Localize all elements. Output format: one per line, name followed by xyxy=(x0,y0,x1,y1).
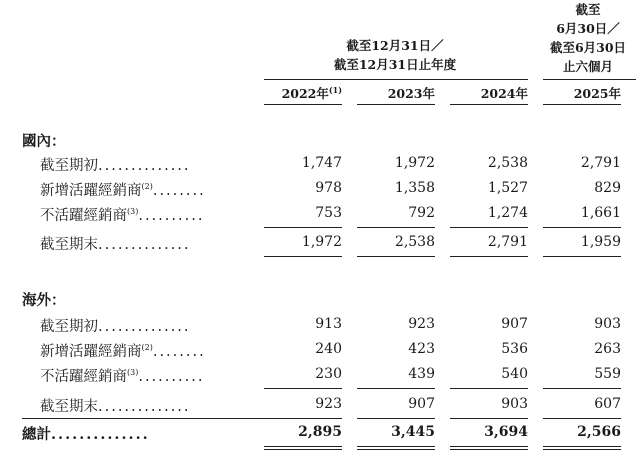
total-double-rule-2025 xyxy=(543,446,621,450)
header-2025-line1: 截至 xyxy=(575,2,601,17)
cell-overseas-inactive-2022: 230 xyxy=(315,366,342,382)
section-end-rule-domestic-2024 xyxy=(450,256,528,257)
cell-domestic-closing-2022: 1,972 xyxy=(301,234,342,250)
header-period-line2: 截至12月31日止年度 xyxy=(333,57,457,72)
year-underline-2024 xyxy=(450,104,528,105)
cell-domestic-opening-2022: 1,747 xyxy=(301,155,342,171)
header-top-rule-left xyxy=(264,79,528,80)
section-end-rule-domestic-2022 xyxy=(264,256,342,257)
subtotal-rule-overseas-2023 xyxy=(357,388,435,389)
section-end-rule-domestic-2023 xyxy=(357,256,435,257)
cell-overseas-new-2023: 423 xyxy=(408,341,435,357)
cell-domestic-inactive-2022: 753 xyxy=(315,205,342,221)
subtotal-rule-overseas-2022 xyxy=(264,388,342,389)
section-end-rule-overseas-left xyxy=(22,418,342,419)
cell-overseas-closing-2023: 907 xyxy=(408,396,435,412)
cell-domestic-opening-2025: 2,791 xyxy=(580,155,621,171)
year-header-2025 xyxy=(543,84,621,103)
cell-overseas-new-2024: 536 xyxy=(501,341,528,357)
section-end-rule-overseas-2025 xyxy=(543,418,621,419)
cell-domestic-inactive-2023: 792 xyxy=(408,205,435,221)
cell-domestic-inactive-2024: 1,274 xyxy=(487,205,528,221)
header-2025-line2: 6月30日／ xyxy=(556,21,620,36)
cell-domestic-new-2024: 1,527 xyxy=(487,180,528,196)
cell-overseas-closing-2024: 903 xyxy=(501,396,528,412)
row-label-domestic-opening: 截至期初.............. xyxy=(40,158,191,174)
cell-overseas-opening-2022: 913 xyxy=(315,316,342,332)
section-end-rule-overseas-2024 xyxy=(450,418,528,419)
row-label-domestic-new: 新增活躍經銷商$^{(2)}$........ xyxy=(40,182,206,199)
year-underline-2025 xyxy=(543,104,621,105)
total-double-rule-2023 xyxy=(357,446,435,450)
section-end-rule-overseas-2023 xyxy=(357,418,435,419)
year-underline-2023 xyxy=(357,104,435,105)
year-label: 2023年 xyxy=(387,86,435,101)
cell-domestic-closing-2024: 2,791 xyxy=(487,234,528,250)
year-label: 2024年 xyxy=(480,86,528,101)
subtotal-rule-overseas-2025 xyxy=(543,388,621,389)
header-2025-line3: 截至6月30日 xyxy=(549,40,627,55)
subtotal-rule-overseas-2024 xyxy=(450,388,528,389)
header-2025-line4: 止六個月 xyxy=(562,59,613,74)
year-header-2023 xyxy=(357,84,435,103)
total-double-rule-2022 xyxy=(264,446,342,450)
header-period-line1: 截至12月31日／ xyxy=(346,38,444,53)
year-header-2024 xyxy=(450,84,528,103)
cell-domestic-opening-2023: 1,972 xyxy=(394,155,435,171)
subtotal-rule-domestic-2023 xyxy=(357,227,435,228)
section-title-domestic: 國內： xyxy=(22,133,66,150)
cell-total-2023: 3,445 xyxy=(391,424,435,440)
year-footnote: (1) xyxy=(328,84,342,95)
header-period-2022-2024 xyxy=(300,36,490,74)
row-label-total: 總計.............. xyxy=(22,426,150,443)
cell-overseas-closing-2022: 923 xyxy=(315,396,342,412)
row-label-overseas-closing: 截至期末.............. xyxy=(40,399,191,415)
cell-total-2025: 2,566 xyxy=(577,424,621,440)
row-label-domestic-inactive: 不活躍經銷商$^{(3)}$.......... xyxy=(40,207,205,224)
cell-overseas-inactive-2023: 439 xyxy=(408,366,435,382)
header-period-2025 xyxy=(540,0,636,76)
row-label-domestic-closing: 截至期末.............. xyxy=(40,237,191,253)
cell-total-2024: 3,694 xyxy=(484,424,528,440)
cell-domestic-closing-2023: 2,538 xyxy=(394,234,435,250)
subtotal-rule-domestic-2022 xyxy=(264,227,342,228)
cell-overseas-new-2022: 240 xyxy=(315,341,342,357)
cell-domestic-new-2025: 829 xyxy=(594,180,621,196)
year-label: 2022年 xyxy=(281,86,329,101)
row-label-overseas-opening: 截至期初.............. xyxy=(40,319,191,335)
subtotal-rule-domestic-2024 xyxy=(450,227,528,228)
cell-overseas-inactive-2025: 559 xyxy=(594,366,621,382)
section-end-rule-domestic-2025 xyxy=(543,256,621,257)
cell-domestic-opening-2024: 2,538 xyxy=(487,155,528,171)
cell-domestic-closing-2025: 1,959 xyxy=(580,234,621,250)
subtotal-rule-domestic-2025 xyxy=(543,227,621,228)
year-header-2022 xyxy=(264,84,342,103)
cell-total-2022: 2,895 xyxy=(298,424,342,440)
cell-overseas-opening-2025: 903 xyxy=(594,316,621,332)
section-title-overseas: 海外： xyxy=(22,292,66,309)
cell-domestic-new-2022: 978 xyxy=(315,180,342,196)
row-label-overseas-new: 新增活躍經銷商$^{(2)}$........ xyxy=(40,343,206,360)
year-underline-2022 xyxy=(264,104,342,105)
year-label: 2025年 xyxy=(573,86,621,101)
cell-domestic-inactive-2025: 1,661 xyxy=(580,205,621,221)
cell-overseas-opening-2023: 923 xyxy=(408,316,435,332)
cell-overseas-new-2025: 263 xyxy=(594,341,621,357)
row-label-overseas-inactive: 不活躍經銷商$^{(3)}$.......... xyxy=(40,368,205,385)
cell-domestic-new-2023: 1,358 xyxy=(394,180,435,196)
cell-overseas-opening-2024: 907 xyxy=(501,316,528,332)
cell-overseas-inactive-2024: 540 xyxy=(501,366,528,382)
total-double-rule-2024 xyxy=(450,446,528,450)
cell-overseas-closing-2025: 607 xyxy=(594,396,621,412)
header-top-rule-right xyxy=(543,79,636,80)
